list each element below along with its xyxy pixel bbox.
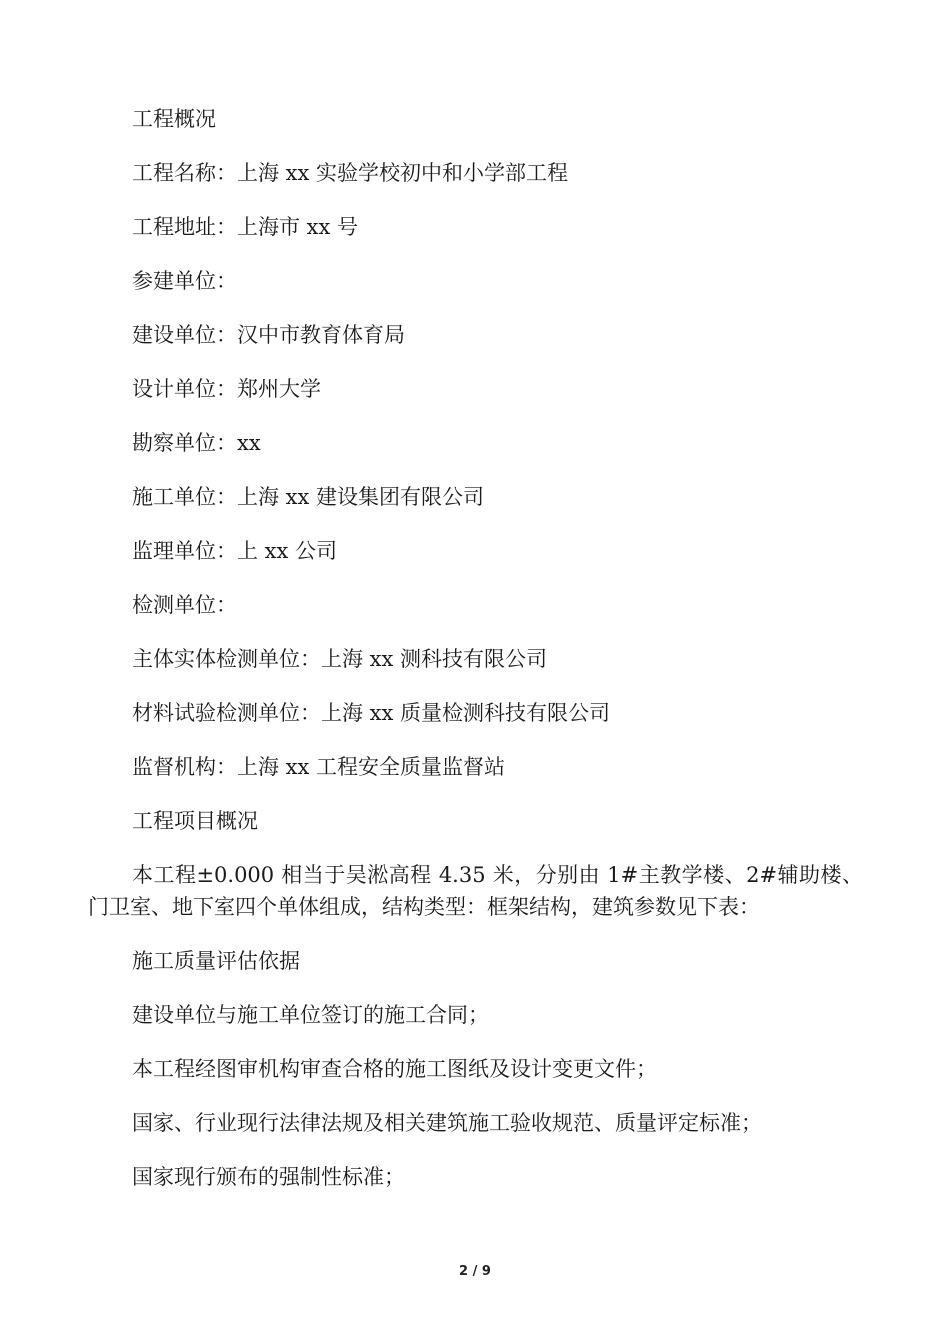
section-heading-evaluation-basis: 施工质量评估依据 [132,949,300,973]
section-heading-project-items: 工程项目概况 [132,809,258,833]
participating-units-label: 参建单位： [132,269,237,293]
testing-units-label: 检测单位： [132,593,237,617]
material-testing-unit-line: 材料试验检测单位：上海 xx 质量检测科技有限公司 [132,701,611,725]
basis-item-contract: 建设单位与施工单位签订的施工合同； [132,1003,489,1027]
page-number-indicator: 2 / 9 [459,1264,491,1279]
document-body [88,92,863,1204]
supervisory-agency-line: 监督机构：上海 xx 工程安全质量监督站 [132,755,506,779]
project-name-line: 工程名称：上海 xx 实验学校初中和小学部工程 [132,161,569,185]
construction-owner-line: 建设单位：汉中市教育体育局 [132,323,405,347]
basis-item-regulations: 国家、行业现行法律法规及相关建筑施工验收规范、质量评定标准； [132,1111,762,1135]
project-address-line: 工程地址：上海市 xx 号 [132,215,359,239]
section-heading-project-overview: 工程概况 [132,107,216,131]
contractor-unit-line: 施工单位：上海 xx 建设集团有限公司 [132,485,485,509]
basis-item-mandatory-standards: 国家现行颁布的强制性标准； [132,1165,405,1189]
supervision-unit-line: 监理单位：上 xx 公司 [132,539,338,563]
design-unit-line: 设计单位：郑州大学 [132,377,321,401]
basis-item-drawings: 本工程经图审机构审查合格的施工图纸及设计变更文件； [132,1057,657,1081]
structural-testing-unit-line: 主体实体检测单位：上海 xx 测科技有限公司 [132,647,548,671]
survey-unit-line: 勘察单位：xx [132,431,261,455]
project-description-paragraph: 本工程±0.000 相当于吴淞高程 4.35 米，分别由 1#主教学楼、2#辅助楼、门卫室、地下室四个单体组成，结构类型：框架结构，建筑参数见下表： [88,863,863,919]
